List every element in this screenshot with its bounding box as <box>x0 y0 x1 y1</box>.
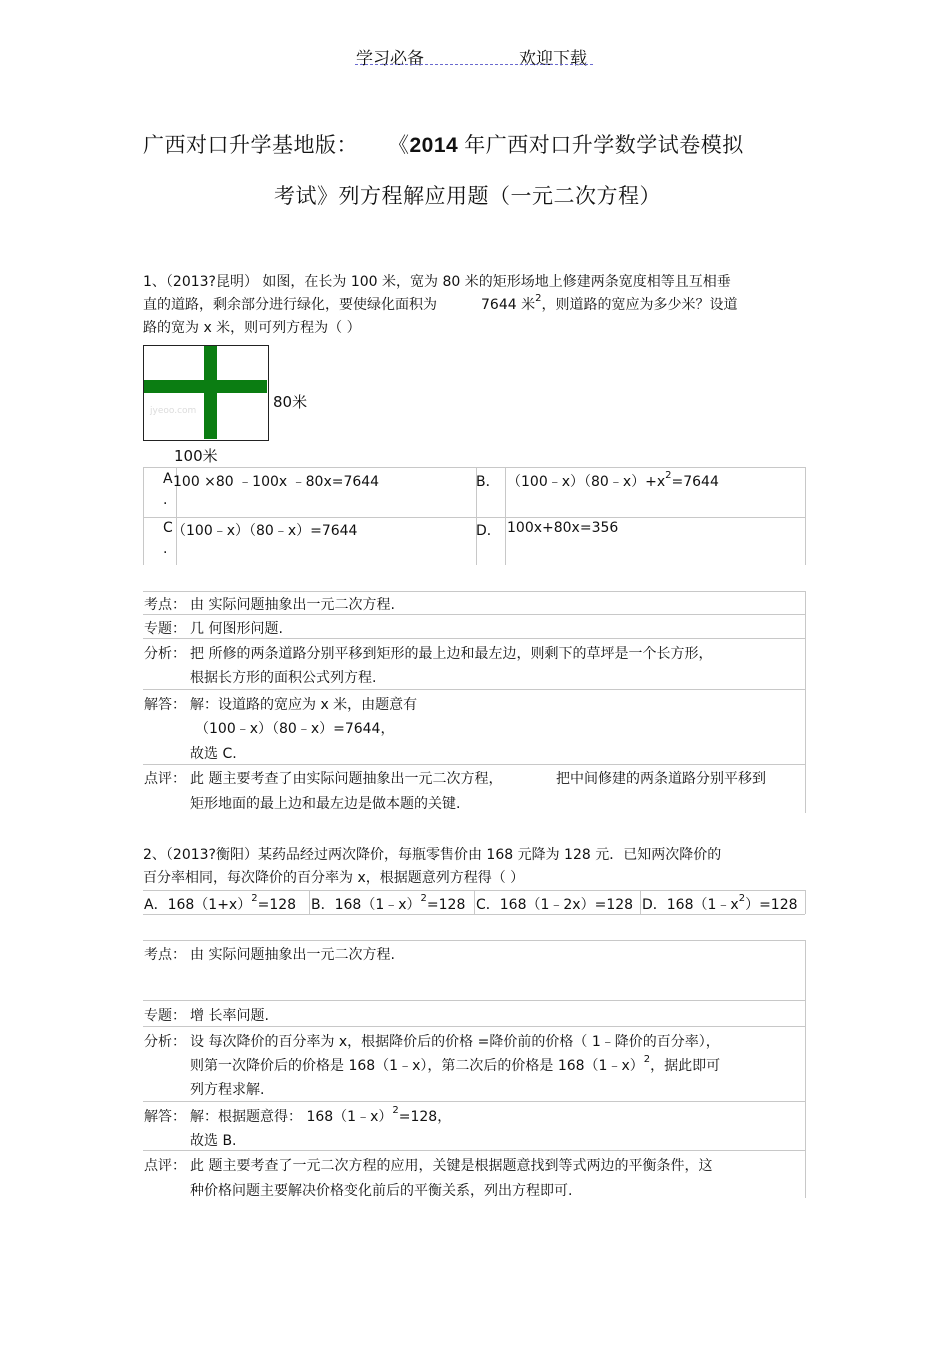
q2-line-1: 2、（2013?衡阳）某药品经过两次降价，每瓶零售价由 168 元降为 128 元．已知两次降价的 <box>143 847 722 863</box>
title-quote: 《 <box>388 133 410 157</box>
q2-option-a-sup: 2 <box>251 893 258 904</box>
q2-fenxi-line-2-sup: 2 <box>643 1054 651 1065</box>
kaodian-label: 考点： <box>144 597 186 613</box>
dianping-line-2: 矩形地面的最上边和最左边是做本题的关键. <box>190 796 461 812</box>
grid-line <box>143 1101 805 1102</box>
grid-line <box>805 940 806 1198</box>
q2-jieda-line-1b: =128， <box>398 1109 452 1125</box>
option-c-label: C <box>163 520 173 536</box>
q1-line-2c: ，则道路的宽应为多少米？设道 <box>541 297 738 313</box>
grid-line <box>143 1026 805 1027</box>
q2-option-d <box>642 894 798 914</box>
grid-line <box>143 914 805 915</box>
figure-label-width: 100米 <box>174 447 218 465</box>
fenxi-line-1: 把 所修的两条道路分别平移到矩形的最上边和最左边，则剩下的草坪是一个长方形， <box>190 646 713 662</box>
grid-line <box>143 517 805 518</box>
q1-line-2b: 7644 米 <box>481 297 536 313</box>
option-d-label: D． <box>476 523 501 539</box>
q2-fenxi-line-2b: ，据此即可 <box>650 1058 721 1074</box>
jieda-line-2: （100﹣x）（80﹣x）=7644， <box>195 721 395 737</box>
q2-option-b-main: B．168（1﹣x） <box>311 897 421 913</box>
jieda-label: 解答： <box>144 697 186 713</box>
q2-fenxi-line-3: 列方程求解. <box>190 1082 265 1098</box>
q1-line-2a: 直的道路，剩余部分进行绿化，要使绿化面积为 <box>143 297 437 313</box>
grid-line <box>143 1150 805 1151</box>
grid-line <box>143 689 805 690</box>
grid-line <box>505 467 506 565</box>
grid-line <box>474 890 475 914</box>
grid-line <box>143 638 805 639</box>
q2-zhuanti-text: 增 长率问题. <box>190 1008 269 1024</box>
zhuanti-text: 几 何图形问题. <box>190 621 283 637</box>
header-right: 欢迎下载 <box>519 49 587 69</box>
q1-line-2-sup: 2 <box>535 293 542 304</box>
q1-line-3: 路的宽为 x 米，则可列方程为（ ） <box>143 320 361 336</box>
dianping-label: 点评： <box>144 771 186 787</box>
figure-label-height: 80米 <box>273 393 308 411</box>
grid-line <box>805 591 806 813</box>
q2-jieda-label: 解答： <box>144 1109 186 1125</box>
grid-line <box>143 1000 805 1001</box>
title-line-1 <box>143 129 744 159</box>
figure-watermark: jyeoo.com <box>150 406 197 416</box>
field-figure <box>143 345 269 441</box>
grid-line <box>143 467 805 468</box>
q2-option-d-sup: 2 <box>738 893 746 904</box>
grid-line <box>309 890 310 914</box>
option-c-text: （100﹣x）（80﹣x）=7644 <box>172 523 358 539</box>
option-d-text: 100x+80x=356 <box>507 520 619 536</box>
q2-option-a <box>144 894 296 914</box>
q2-option-a-tail: =128 <box>257 897 297 913</box>
q2-option-b <box>311 894 465 914</box>
header-left: 学习必备 <box>356 49 424 69</box>
header-divider <box>355 64 593 65</box>
q1-line-1: 1、（2013?昆明） 如图，在长为 100 米，宽为 80 米的矩形场地上修建两条宽度相等且互相垂 <box>143 274 731 290</box>
option-b-tail: =7644 <box>671 474 719 490</box>
q2-jieda-line-1a: 解：根据题意得： 168（1﹣x） <box>190 1109 393 1125</box>
fenxi-label: 分析： <box>144 646 186 662</box>
q2-jieda-line-1-sup: 2 <box>392 1105 399 1116</box>
q2-option-d-main: D．168（1﹣x <box>642 897 739 913</box>
grid-line <box>805 467 806 565</box>
jieda-line-3: 故选 C. <box>190 746 237 762</box>
q2-option-c: C．168（1﹣2x）=128 <box>476 897 634 913</box>
title-year: 2014 <box>409 134 459 157</box>
q2-zhuanti-label: 专题： <box>144 1008 186 1024</box>
option-a-text: 100 ×80 ﹣100x ﹣80x=7644 <box>173 474 380 490</box>
option-b-sup: 2 <box>665 470 672 481</box>
q2-fenxi-label: 分析： <box>144 1034 186 1050</box>
option-b-main: （100﹣x）（80﹣x）+x <box>507 474 666 490</box>
q2-line-2: 百分率相同，每次降价的百分率为 x，根据题意列方程得（ ） <box>143 870 525 886</box>
dianping-line-1a: 此 题主要考查了由实际问题抽象出一元二次方程， <box>190 771 503 787</box>
vertical-road <box>204 346 217 439</box>
kaodian-text: 由 实际问题抽象出一元二次方程. <box>190 597 395 613</box>
title-line-2: 考试》列方程解应用题（一元二次方程） <box>274 184 661 208</box>
jieda-line-1: 解：设道路的宽应为 x 米，由题意有 <box>190 697 418 713</box>
option-b-text <box>507 471 719 491</box>
q2-option-b-sup: 2 <box>420 893 427 904</box>
grid-line <box>143 591 805 592</box>
q2-dianping-label: 点评： <box>144 1158 186 1174</box>
grid-line <box>805 890 806 914</box>
q2-dianping-line-2: 种价格问题主要解决价格变化前后的平衡关系，列出方程即可. <box>190 1183 573 1199</box>
q2-jieda-line-1 <box>190 1106 451 1126</box>
option-a-dot: . <box>163 492 168 508</box>
option-b-label: B． <box>476 474 500 490</box>
q2-option-b-tail: =128 <box>426 897 466 913</box>
q2-jieda-line-2: 故选 B. <box>190 1133 237 1149</box>
grid-line <box>143 940 805 941</box>
q2-fenxi-line-2a: 则第一次降价后的价格是 168（1﹣x），第二次后的价格是 168（1﹣x） <box>190 1058 644 1074</box>
option-a-label: A <box>163 471 173 487</box>
grid-line <box>143 764 805 765</box>
zhuanti-label: 专题： <box>144 621 186 637</box>
fenxi-line-2: 根据长方形的面积公式列方程. <box>190 670 377 686</box>
q2-kaodian-label: 考点： <box>144 947 186 963</box>
grid-line <box>143 614 805 615</box>
option-c-dot: . <box>163 541 168 557</box>
grid-line <box>143 467 144 565</box>
q2-dianping-line-1: 此 题主要考查了一元二次方程的应用，关键是根据题意找到等式两边的平衡条件，这 <box>190 1158 713 1174</box>
grid-line <box>640 890 641 914</box>
q2-kaodian-text: 由 实际问题抽象出一元二次方程. <box>190 947 395 963</box>
title-suffix: 年广西对口升学数学试卷模拟 <box>464 133 744 157</box>
dianping-line-1b: 把中间修建的两条道路分别平移到 <box>556 771 766 787</box>
q2-fenxi-line-1: 设 每次降价的百分率为 x，根据降价后的价格 =降价前的价格（ 1﹣降价的百分率）， <box>190 1034 720 1050</box>
title-prefix: 广西对口升学基地版： <box>143 133 358 157</box>
q2-option-a-main: A．168（1+x） <box>144 897 252 913</box>
q2-option-d-tail: ）=128 <box>745 897 798 913</box>
q2-fenxi-line-2 <box>190 1055 720 1075</box>
